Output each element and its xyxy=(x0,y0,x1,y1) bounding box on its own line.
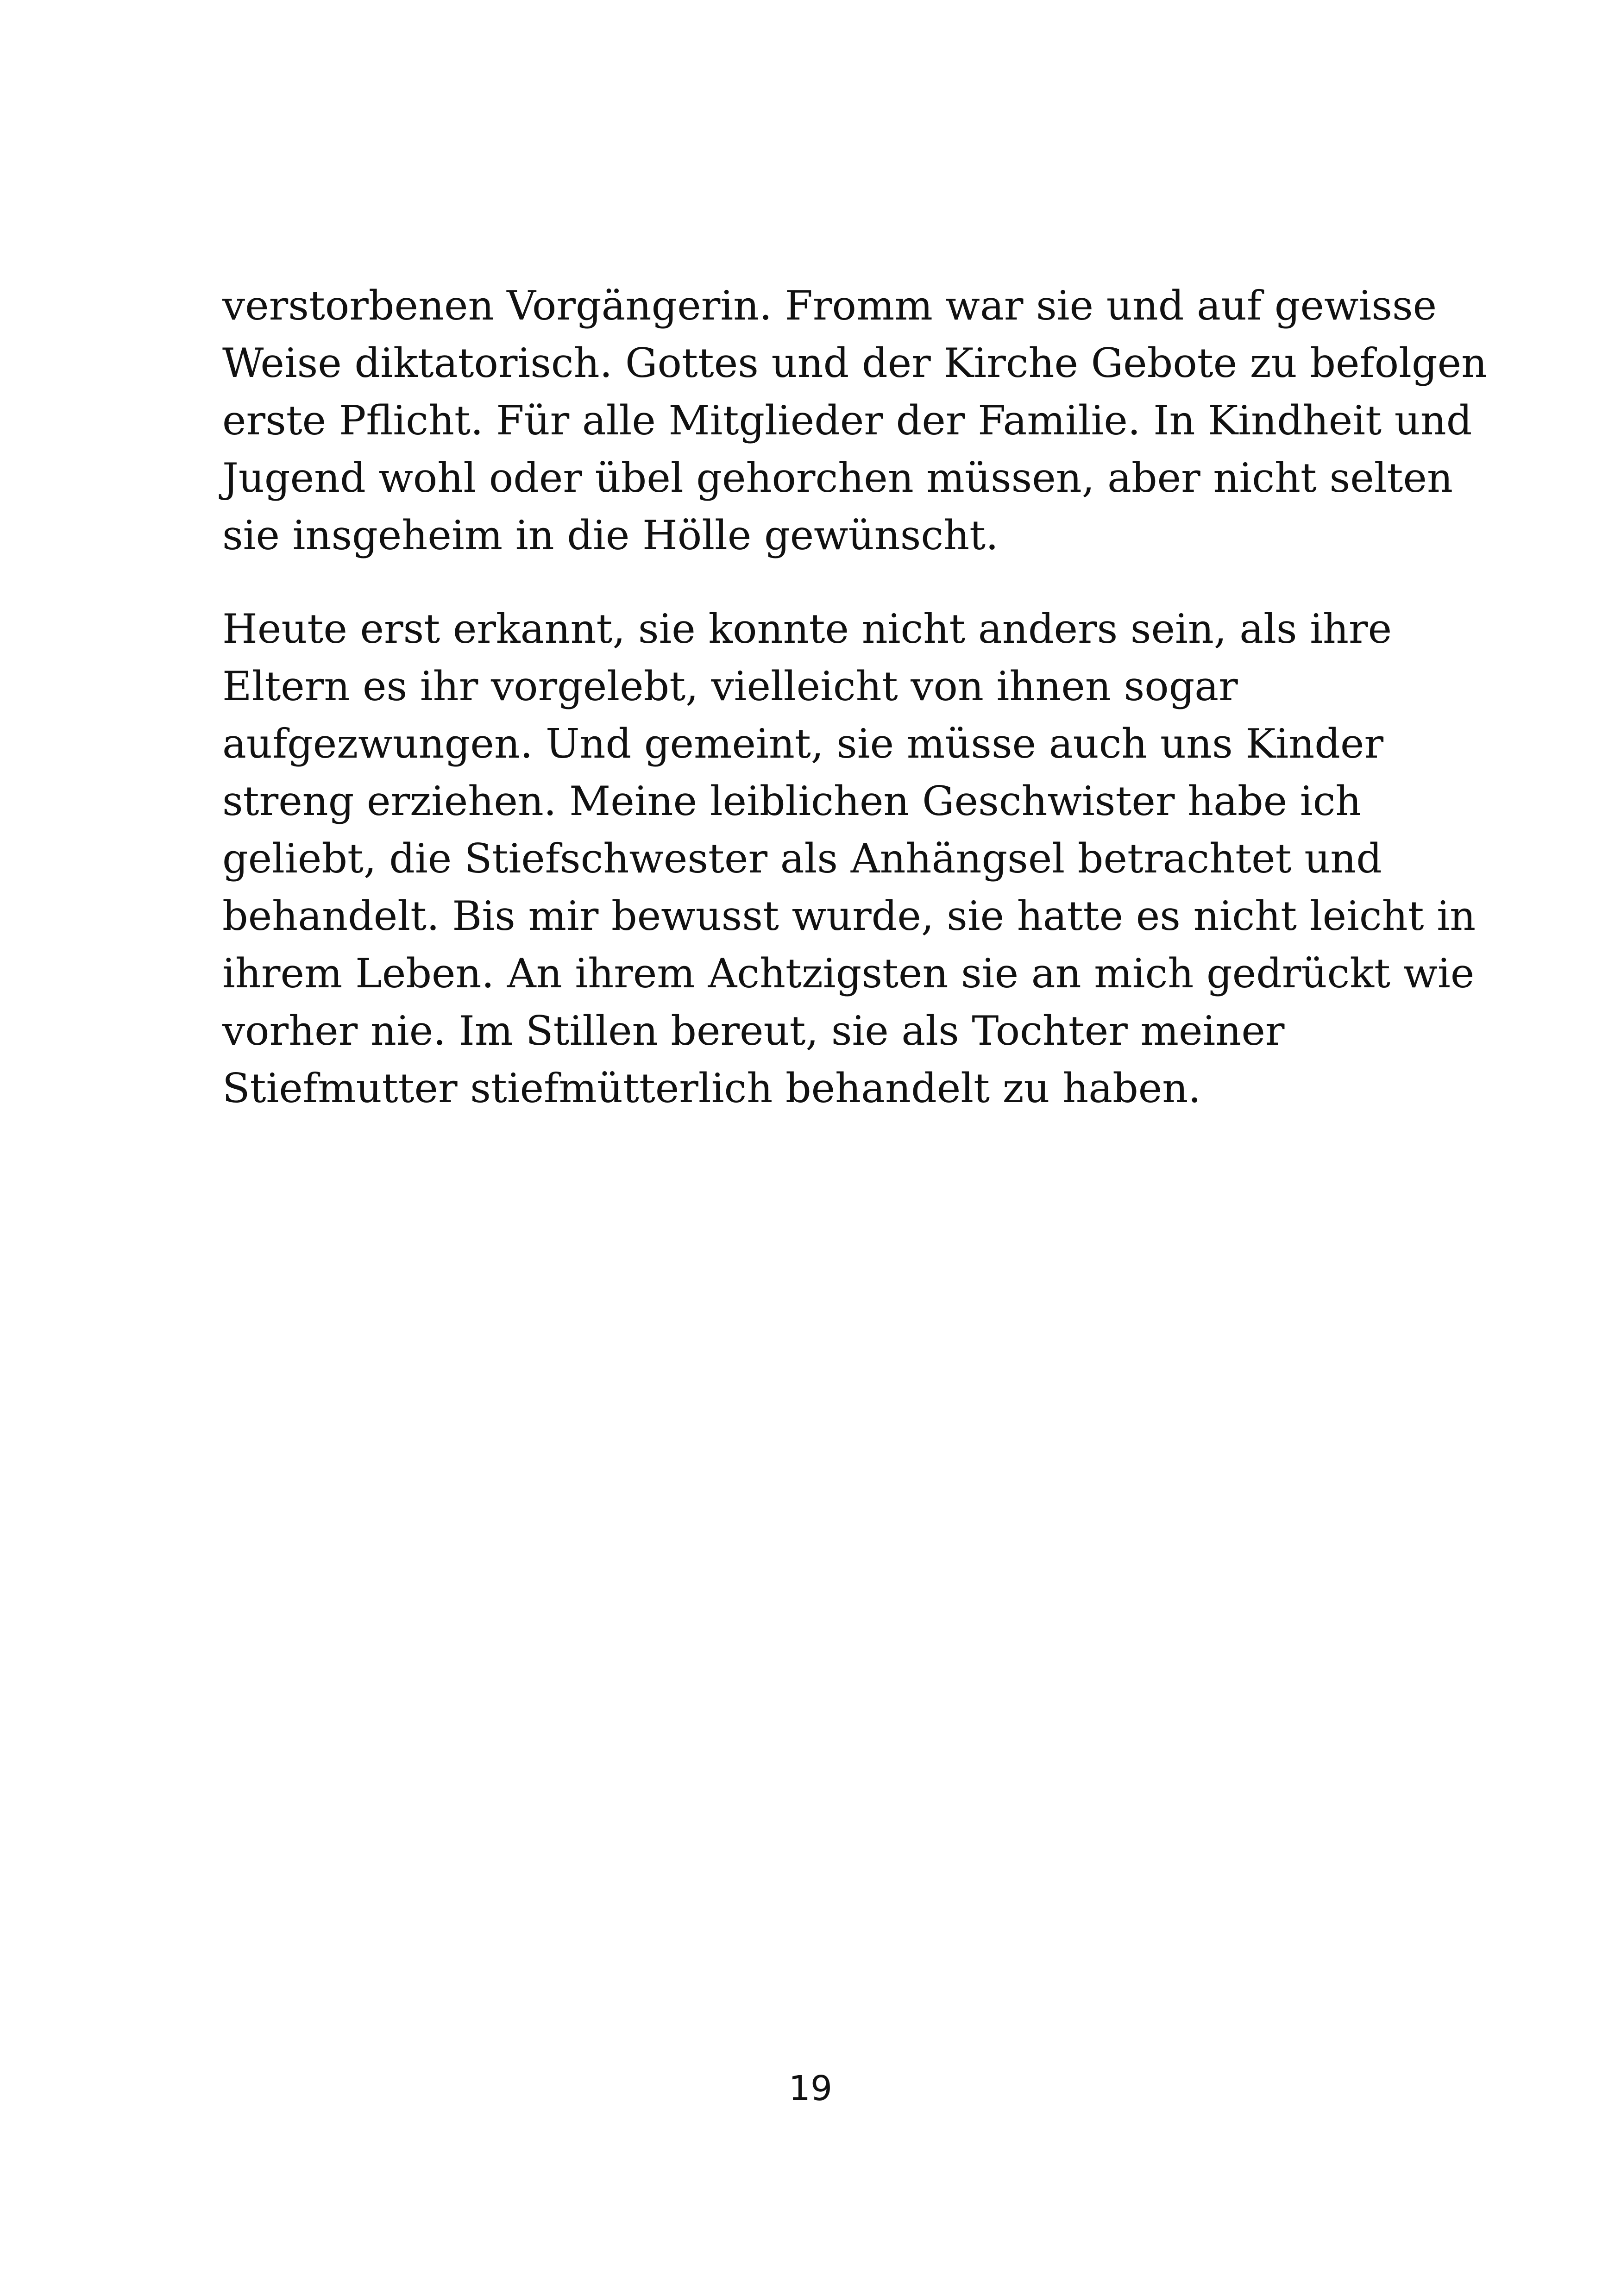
text-line: erste Pflicht. Für alle Mitglieder der Familie. In Kindheit und xyxy=(222,397,1472,444)
text-line: Heute erst erkannt, sie konnte nicht anders sein, als ihre xyxy=(222,605,1392,652)
text-line: vorher nie. Im Stillen bereut, sie als Tochter meiner xyxy=(222,1007,1285,1054)
text-line: Jugend wohl oder übel gehorchen müssen, aber nicht selten xyxy=(222,454,1453,502)
page-number: 19 xyxy=(788,2069,833,2108)
body-text xyxy=(222,277,1488,1117)
text-line: sie insgeheim in die Hölle gewünscht. xyxy=(222,512,999,559)
text-line: streng erziehen. Meine leiblichen Geschwister habe ich xyxy=(222,778,1362,825)
text-line: Weise diktatorisch. Gottes und der Kirche Gebote zu befolgen xyxy=(222,339,1488,387)
text-line: geliebt, die Stiefschwester als Anhängsel betrachtet und xyxy=(222,835,1382,882)
paragraph xyxy=(222,277,1488,564)
text-line: verstorbenen Vorgängerin. Fromm war sie und auf gewisse xyxy=(222,282,1437,329)
text-line: Stiefmutter stiefmütterlich behandelt zu haben. xyxy=(222,1065,1201,1112)
paragraph xyxy=(222,600,1476,1117)
text-line: Eltern es ihr vorgelebt, vielleicht von ihnen sogar xyxy=(222,663,1238,710)
text-line: ihrem Leben. An ihrem Achtzigsten sie an mich gedrückt wie xyxy=(222,950,1475,997)
text-line: aufgezwungen. Und gemeint, sie müsse auch uns Kinder xyxy=(222,720,1384,767)
text-line: behandelt. Bis mir bewusst wurde, sie hatte es nicht leicht in xyxy=(222,892,1476,940)
